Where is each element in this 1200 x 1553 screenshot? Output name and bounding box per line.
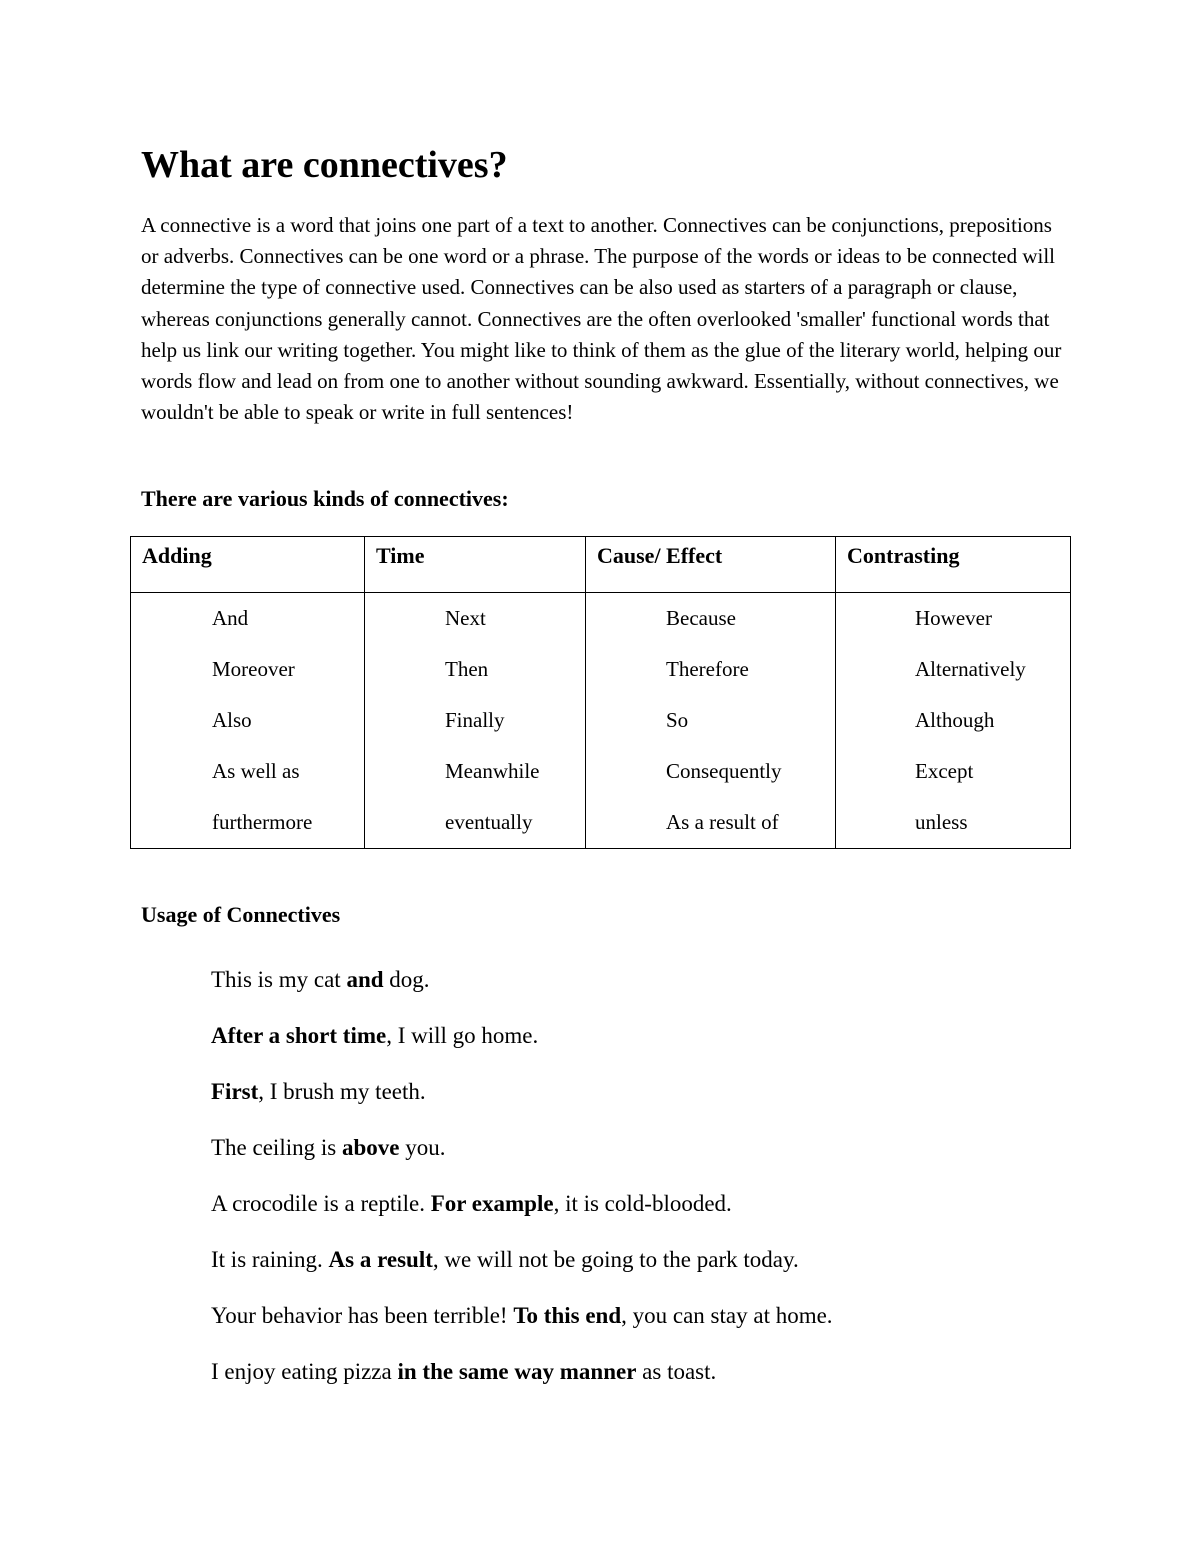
time-list <box>365 593 585 848</box>
list-item: unless <box>915 810 968 834</box>
example-text: It is raining. <box>211 1247 329 1272</box>
example-connective: and <box>346 967 384 992</box>
example-text: , we will not be going to the park today. <box>432 1247 799 1272</box>
example-text: dog. <box>383 967 430 992</box>
cause-effect-list <box>586 593 835 848</box>
header-time: Time <box>365 537 586 593</box>
list-item: However <box>915 606 992 630</box>
header-contrasting: Contrasting <box>836 537 1071 593</box>
contrasting-list <box>836 593 1070 848</box>
usage-heading: Usage of Connectives <box>141 902 341 927</box>
example-text: , you can stay at home. <box>621 1303 833 1328</box>
usage-example <box>211 1008 833 1064</box>
list-item: Except <box>915 759 974 783</box>
usage-example <box>211 1120 833 1176</box>
example-connective: above <box>341 1135 400 1160</box>
example-connective: To this end <box>513 1303 622 1328</box>
adding-cell <box>131 593 365 849</box>
example-text: , I brush my teeth. <box>258 1079 426 1104</box>
list-item: Therefore <box>666 657 749 681</box>
adding-list <box>131 593 364 848</box>
example-text: , it is cold-blooded. <box>553 1191 732 1216</box>
list-item: Consequently <box>666 759 782 783</box>
list-item: eventually <box>445 810 533 834</box>
usage-examples <box>211 952 833 1400</box>
list-item: Because <box>666 606 736 630</box>
intro-paragraph: A connective is a word that joins one part of a text to another. Connectives can be conjunctions, prepositions or adverbs. Connectives can be one word or a phrase. The purpose of the words or ideas to be connected will determine the type of connective used. Connectives can be also used as starters of a paragraph or clause, whereas conjunctions generally cannot. Connectives are the often overlooked 'smaller' functional words that help us link our writing together. You might like to think of them as the glue of the literary world, helping our words flow and lead on from one to another without sounding awkward. Essentially, without connectives, we wouldn't be able to speak or write in full sentences! <box>141 213 1062 425</box>
list-item: Moreover <box>212 657 295 681</box>
list-item: Then <box>445 657 489 681</box>
usage-example <box>211 1176 833 1232</box>
example-connective: in the same way manner <box>397 1359 637 1384</box>
usage-example <box>211 952 833 1008</box>
list-item: As well as <box>212 759 300 783</box>
list-item: As a result of <box>666 810 779 834</box>
kinds-heading: There are various kinds of connectives: <box>141 486 509 511</box>
example-text: , I will go home. <box>386 1023 539 1048</box>
header-adding: Adding <box>131 537 365 593</box>
time-cell <box>365 593 586 849</box>
page-title: What are connectives? <box>141 144 508 186</box>
example-text: This is my cat <box>211 967 347 992</box>
example-text: you. <box>399 1135 446 1160</box>
example-text: Your behavior has been terrible! <box>211 1303 514 1328</box>
example-text: The ceiling is <box>211 1135 342 1160</box>
list-item: Although <box>915 708 995 732</box>
contrasting-cell <box>836 593 1071 849</box>
list-item: furthermore <box>212 810 313 834</box>
example-text: as toast. <box>636 1359 717 1384</box>
usage-example <box>211 1232 833 1288</box>
list-item: So <box>666 708 689 732</box>
example-text: A crocodile is a reptile. <box>211 1191 431 1216</box>
list-item: Also <box>212 708 252 732</box>
usage-example <box>211 1344 833 1400</box>
cause-effect-cell <box>586 593 836 849</box>
list-item: Finally <box>445 708 505 732</box>
example-text: I enjoy eating pizza <box>211 1359 398 1384</box>
list-item: Alternatively <box>915 657 1026 681</box>
example-connective: After a short time <box>211 1023 387 1048</box>
usage-example <box>211 1064 833 1120</box>
header-cause-effect: Cause/ Effect <box>586 537 836 593</box>
example-connective: First <box>211 1079 259 1104</box>
list-item: Next <box>445 606 486 630</box>
list-item: And <box>212 606 249 630</box>
table-header-row <box>131 537 1071 593</box>
connectives-table <box>130 536 1071 849</box>
example-connective: For example <box>430 1191 554 1216</box>
usage-example <box>211 1288 833 1344</box>
table-row <box>131 593 1071 849</box>
list-item: Meanwhile <box>445 759 540 783</box>
example-connective: As a result <box>328 1247 433 1272</box>
